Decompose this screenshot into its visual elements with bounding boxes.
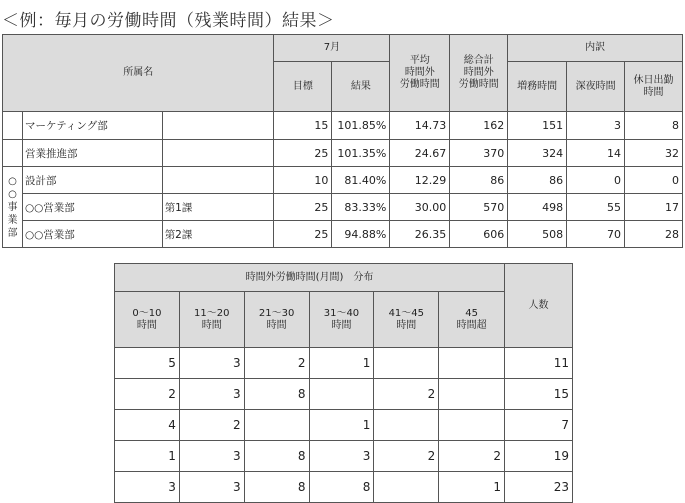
- people-count-cell: 11: [505, 348, 573, 379]
- summary-row: [3, 221, 683, 248]
- avg-cell: 14.73: [390, 112, 450, 140]
- distribution-row: [115, 348, 573, 379]
- dept-name: 設計部: [22, 167, 162, 194]
- distribution-count-cell: 3: [179, 441, 244, 472]
- target-cell: 25: [274, 221, 332, 248]
- result-header: 結果: [332, 62, 390, 112]
- total-cell: 370: [450, 140, 508, 167]
- group-blank-cell: [3, 140, 23, 167]
- result-cell: 101.85%: [332, 112, 390, 140]
- result-cell: 81.40%: [332, 167, 390, 194]
- avg-overtime-header: 平均 時間外 労働時間: [390, 35, 450, 112]
- target-header: 目標: [274, 62, 332, 112]
- result-cell: 94.88%: [332, 221, 390, 248]
- workday-cell: 508: [508, 221, 567, 248]
- distribution-count-cell: [439, 348, 505, 379]
- sub-section: [162, 167, 274, 194]
- distribution-count-cell: [374, 472, 439, 503]
- distribution-count-cell: 8: [244, 379, 309, 410]
- group-label: ○ ○ 事 業 部: [3, 167, 23, 248]
- night-cell: 70: [567, 221, 625, 248]
- workday-cell: 86: [508, 167, 567, 194]
- distribution-count-cell: 4: [115, 410, 180, 441]
- distribution-count-cell: [439, 379, 505, 410]
- workday-header: 増務時間: [508, 62, 567, 112]
- distribution-count-cell: 1: [439, 472, 505, 503]
- holiday-cell: 0: [625, 167, 683, 194]
- distribution-count-cell: 1: [115, 441, 180, 472]
- distribution-header: 時間外労働時間(月間) 分布: [115, 264, 505, 292]
- target-cell: 25: [274, 140, 332, 167]
- distribution-count-cell: 2: [179, 410, 244, 441]
- result-cell: 83.33%: [332, 194, 390, 221]
- distribution-count-cell: 1: [309, 348, 374, 379]
- target-cell: 15: [274, 112, 332, 140]
- night-cell: 55: [567, 194, 625, 221]
- workday-cell: 151: [508, 112, 567, 140]
- distribution-count-cell: 8: [309, 472, 374, 503]
- distribution-row: [115, 410, 573, 441]
- distribution-column-header: 31～40 時間: [309, 292, 374, 348]
- distribution-column-header: 11～20 時間: [179, 292, 244, 348]
- distribution-column-header: 0～10 時間: [115, 292, 180, 348]
- summary-row: [3, 194, 683, 221]
- total-cell: 570: [450, 194, 508, 221]
- summary-row: [3, 140, 683, 167]
- avg-cell: 26.35: [390, 221, 450, 248]
- summary-row: [3, 112, 683, 140]
- avg-cell: 30.00: [390, 194, 450, 221]
- summary-table: [2, 34, 683, 248]
- distribution-count-cell: 3: [309, 441, 374, 472]
- distribution-count-cell: 3: [115, 472, 180, 503]
- dept-header: 所属名: [3, 35, 274, 112]
- summary-row: [3, 167, 683, 194]
- distribution-count-cell: 3: [179, 379, 244, 410]
- distribution-table: [114, 263, 573, 503]
- distribution-count-cell: [374, 348, 439, 379]
- distribution-count-cell: 3: [179, 472, 244, 503]
- avg-cell: 12.29: [390, 167, 450, 194]
- distribution-count-cell: 8: [244, 472, 309, 503]
- distribution-count-cell: 3: [179, 348, 244, 379]
- holiday-cell: 28: [625, 221, 683, 248]
- distribution-count-cell: 5: [115, 348, 180, 379]
- distribution-count-cell: [374, 410, 439, 441]
- dept-name: ○○営業部: [22, 194, 162, 221]
- sub-section: 第2課: [162, 221, 274, 248]
- sub-section: [162, 112, 274, 140]
- distribution-count-cell: [309, 379, 374, 410]
- holiday-cell: 17: [625, 194, 683, 221]
- people-count-cell: 19: [505, 441, 573, 472]
- dept-name: 営業推進部: [22, 140, 162, 167]
- distribution-count-cell: 2: [374, 379, 439, 410]
- total-overtime-header: 総合計 時間外 労働時間: [450, 35, 508, 112]
- sub-section: [162, 140, 274, 167]
- target-cell: 10: [274, 167, 332, 194]
- people-count-cell: 15: [505, 379, 573, 410]
- distribution-count-cell: [439, 410, 505, 441]
- night-cell: 3: [567, 112, 625, 140]
- night-header: 深夜時間: [567, 62, 625, 112]
- distribution-count-cell: 2: [244, 348, 309, 379]
- distribution-row: [115, 379, 573, 410]
- holiday-cell: 8: [625, 112, 683, 140]
- distribution-column-header: 41～45 時間: [374, 292, 439, 348]
- dept-name: マーケティング部: [22, 112, 162, 140]
- total-cell: 162: [450, 112, 508, 140]
- page-title: ＜例：毎月の労働時間（残業時間）結果＞: [2, 11, 335, 31]
- total-cell: 606: [450, 221, 508, 248]
- month-header: 7月: [274, 35, 390, 62]
- people-header: 人数: [505, 264, 573, 348]
- total-cell: 86: [450, 167, 508, 194]
- distribution-count-cell: 2: [115, 379, 180, 410]
- distribution-count-cell: 2: [374, 441, 439, 472]
- distribution-count-cell: 8: [244, 441, 309, 472]
- distribution-count-cell: 1: [309, 410, 374, 441]
- people-count-cell: 7: [505, 410, 573, 441]
- holiday-cell: 32: [625, 140, 683, 167]
- distribution-row: [115, 441, 573, 472]
- night-cell: 14: [567, 140, 625, 167]
- distribution-row: [115, 472, 573, 503]
- distribution-column-header: 21～30 時間: [244, 292, 309, 348]
- holiday-header: 休日出勤 時間: [625, 62, 683, 112]
- sub-section: 第1課: [162, 194, 274, 221]
- result-cell: 101.35%: [332, 140, 390, 167]
- distribution-count-cell: 2: [439, 441, 505, 472]
- workday-cell: 498: [508, 194, 567, 221]
- night-cell: 0: [567, 167, 625, 194]
- dept-name: ○○営業部: [22, 221, 162, 248]
- distribution-column-header: 45 時間超: [439, 292, 505, 348]
- breakdown-header: 内訳: [508, 35, 683, 62]
- people-count-cell: 23: [505, 472, 573, 503]
- target-cell: 25: [274, 194, 332, 221]
- group-blank-cell: [3, 112, 23, 140]
- avg-cell: 24.67: [390, 140, 450, 167]
- distribution-count-cell: [244, 410, 309, 441]
- workday-cell: 324: [508, 140, 567, 167]
